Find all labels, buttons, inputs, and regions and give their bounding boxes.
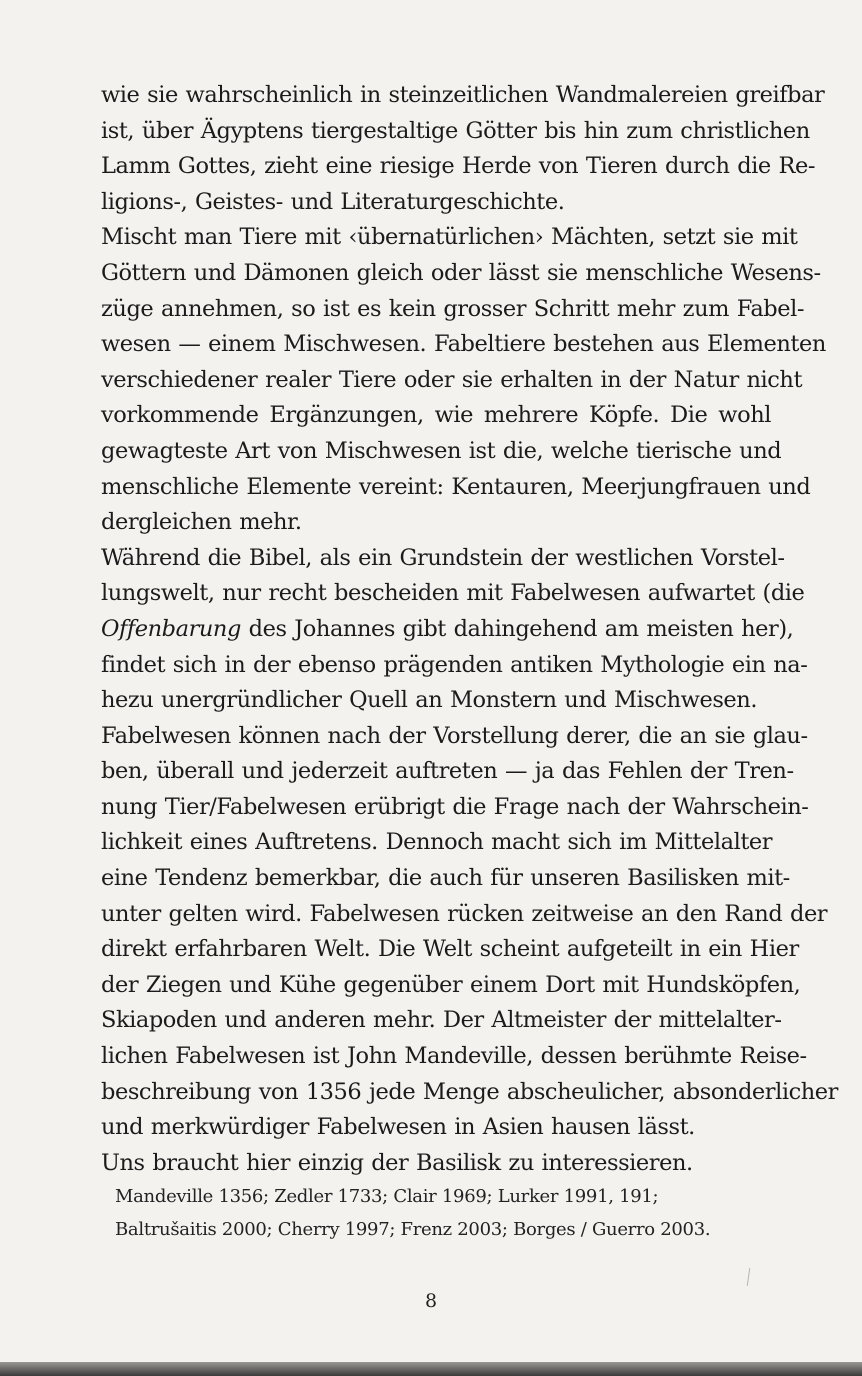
text-line: züge annehmen, so ist es kein grosser Schritt mehr zum Fabel- [101, 295, 805, 322]
paragraph-1 [101, 78, 825, 220]
paragraph-2 [101, 220, 826, 540]
text-line: der Ziegen und Kühe gegenüber einem Dort mit Hundsköpfen, [101, 971, 801, 998]
text-line-with-italic: Offenbarung des Johannes gibt dahingehend am meisten her), [101, 615, 794, 642]
text-line: Fabelwesen können nach der Vorstellung derer, die an sie glau- [101, 722, 808, 749]
text-line: Skiapoden und anderen mehr. Der Altmeister der mittelalter- [101, 1007, 782, 1034]
text-line: hezu unergründlicher Quell an Monstern und Mischwesen. [101, 687, 758, 714]
text-line: ist, über Ägyptens tiergestaltige Götter bis hin zum christlichen [101, 117, 810, 144]
text-line: eine Tendenz bemerkbar, die auch für unseren Basilisken mit- [101, 865, 790, 892]
text-line: Während die Bibel, als ein Grundstein der westlichen Vorstel- [101, 544, 785, 571]
text-line: Mischt man Tiere mit ‹übernatürlichen› Mächten, setzt sie mit [101, 224, 798, 251]
text-line: ben, überall und jederzeit auftreten — ja das Fehlen der Tren- [101, 758, 794, 785]
reference-line: Baltrušaitis 2000; Cherry 1997; Frenz 2003; Borges / Guerro 2003. [115, 1219, 711, 1240]
text-line: Uns braucht hier einzig der Basilisk zu interessieren. [101, 1149, 693, 1176]
reference-line: Mandeville 1356; Zedler 1733; Clair 1969; Lurker 1991, 191; [115, 1186, 659, 1207]
text-line: ligions-, Geistes- und Literaturgeschichte. [101, 188, 565, 215]
text-line: lichen Fabelwesen ist John Mandeville, dessen berühmte Reise- [101, 1043, 807, 1070]
text-line: wesen — einem Mischwesen. Fabeltiere bestehen aus Elementen [101, 331, 826, 358]
text-line: wie sie wahrscheinlich in steinzeitlichen Wandmalereien greifbar [101, 82, 825, 108]
text-line: lichkeit eines Auftretens. Dennoch macht sich im Mittelalter [101, 829, 773, 856]
text-line: gewagteste Art von Mischwesen ist die, welche tierische und [101, 437, 782, 464]
scan-edge [0, 1362, 862, 1376]
paragraph-4 [101, 719, 838, 1146]
text-line: vorkommende Ergänzungen, wie mehrere Köpfe. Die wohl [101, 402, 771, 429]
text-line: verschiedener realer Tiere oder sie erhalten in der Natur nicht [101, 366, 803, 393]
text-line: nung Tier/Fabelwesen erübrigt die Frage nach der Wahrschein- [101, 793, 809, 820]
body-text [101, 78, 838, 1181]
scan-mark [747, 1268, 750, 1286]
text-line: und merkwürdiger Fabelwesen in Asien hausen lässt. [101, 1114, 695, 1141]
text-line: direkt erfahrbaren Welt. Die Welt scheint aufgeteilt in ein Hier [101, 936, 799, 963]
paragraph-5 [101, 1146, 771, 1182]
italic-title: Offenbarung [101, 615, 241, 642]
paragraph-3 [101, 541, 808, 719]
text-line: Lamm Gottes, zieht eine riesige Herde von Tieren durch die Re- [101, 153, 815, 180]
references [115, 1180, 755, 1246]
text-line: Göttern und Dämonen gleich oder lässt sie menschliche Wesens- [101, 259, 821, 286]
text-line: dergleichen mehr. [101, 509, 302, 536]
text-line: findet sich in der ebenso prägenden antiken Mythologie ein na- [101, 651, 808, 678]
text-line: lungswelt, nur recht bescheiden mit Fabelwesen aufwartet (die [101, 580, 805, 607]
page-number: 8 [424, 1290, 438, 1312]
text-line: menschliche Elemente vereint: Kentauren, Meerjungfrauen und [101, 473, 811, 500]
text-line: beschreibung von 1356 jede Menge abscheulicher, absonderlicher [101, 1078, 838, 1105]
text-line: unter gelten wird. Fabelwesen rücken zeitweise an den Rand der [101, 900, 828, 927]
